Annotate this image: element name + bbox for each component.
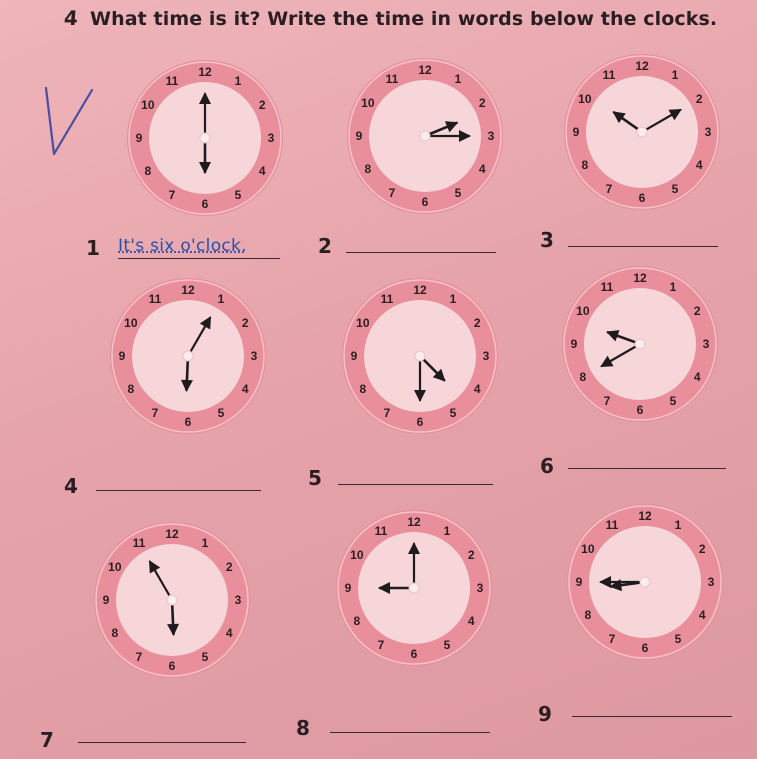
clock-face-svg (340, 276, 500, 436)
clock-number: 4 (693, 370, 701, 384)
item-5-label: 5 (308, 466, 322, 490)
clock-number: 11 (374, 523, 388, 538)
clock-number: 6 (184, 415, 192, 429)
clock-number: 12 (635, 59, 649, 73)
clock-number: 6 (636, 403, 644, 417)
clock-number: 1 (669, 279, 677, 294)
clock-number: 6 (638, 191, 646, 205)
clock-number: 2 (693, 304, 701, 318)
clock-number: 1 (454, 71, 462, 86)
exercise-number: 4 (63, 6, 79, 30)
exercise-heading (64, 6, 717, 30)
item-1-line[interactable] (118, 258, 280, 259)
clock-number: 11 (605, 517, 619, 532)
clock-number: 7 (168, 188, 176, 203)
clock-number: 5 (234, 188, 242, 203)
clock-face-svg (345, 56, 505, 216)
clock-3 (562, 52, 722, 212)
clock-number: 6 (168, 659, 176, 673)
clock-number: 1 (674, 517, 682, 532)
clock-number: 9 (575, 575, 583, 589)
clock-number: 1 (671, 67, 679, 82)
clock-number: 7 (383, 406, 391, 421)
exercise-instruction: What time is it? Write the time in words below the clocks. (90, 8, 718, 30)
clock-number: 12 (198, 65, 212, 79)
clock-number: 3 (704, 125, 712, 139)
clock-number: 7 (151, 406, 159, 421)
clock-number: 7 (605, 182, 613, 197)
clock-number: 11 (132, 535, 146, 550)
item-6-line[interactable] (568, 468, 726, 469)
item-3-line[interactable] (568, 246, 718, 247)
clock-number: 4 (241, 382, 249, 396)
clock-number: 4 (473, 382, 481, 396)
item-9-label: 9 (538, 702, 552, 726)
item-3-label: 3 (540, 228, 554, 252)
clock-number: 2 (698, 542, 706, 556)
clock-number: 6 (416, 415, 424, 429)
clock-number: 3 (702, 337, 710, 351)
clock-number: 11 (380, 291, 394, 306)
checkmark-icon (40, 82, 100, 164)
clock-number: 5 (669, 394, 677, 409)
clock-number: 10 (578, 92, 592, 106)
clock-number: 10 (124, 316, 138, 330)
clock-number: 5 (443, 638, 451, 653)
clock-9 (565, 502, 725, 662)
clock-number: 3 (476, 581, 484, 595)
item-8-line[interactable] (330, 732, 490, 733)
clock-face-svg (92, 520, 252, 680)
clock-number: 10 (576, 304, 590, 318)
clock-number: 10 (581, 542, 595, 556)
item-5-line[interactable] (338, 484, 493, 485)
clock-center-pin (415, 351, 425, 361)
clock-number: 1 (449, 291, 457, 306)
clock-number: 10 (350, 548, 364, 562)
clock-number: 10 (141, 98, 155, 112)
clock-face-svg (560, 264, 720, 424)
clock-number: 8 (581, 158, 589, 172)
clock-number: 5 (449, 406, 457, 421)
clock-number: 9 (102, 593, 110, 607)
item-6-label: 6 (540, 454, 554, 478)
clock-number: 9 (118, 349, 126, 363)
clock-number: 3 (267, 131, 275, 145)
clock-number: 2 (225, 560, 233, 574)
clock-number: 9 (355, 129, 363, 143)
clock-number: 8 (364, 162, 372, 176)
clock-number: 3 (482, 349, 490, 363)
item-1-answer: It's six o'clock. (118, 236, 247, 256)
clock-number: 1 (201, 535, 209, 550)
clock-number: 4 (225, 626, 233, 640)
clock-1 (125, 58, 285, 218)
clock-number: 10 (361, 96, 375, 110)
clock-number: 8 (584, 608, 592, 622)
clock-number: 4 (695, 158, 703, 172)
clock-number: 4 (478, 162, 486, 176)
clock-number: 7 (377, 638, 385, 653)
clock-number: 4 (258, 164, 266, 178)
clock-number: 7 (608, 632, 616, 647)
clock-number: 3 (250, 349, 258, 363)
clock-number: 2 (258, 98, 266, 112)
clock-number: 7 (388, 186, 396, 201)
clock-number: 8 (127, 382, 135, 396)
clock-number: 9 (570, 337, 578, 351)
clock-4 (108, 276, 268, 436)
clock-number: 12 (633, 271, 647, 285)
clock-number: 9 (135, 131, 143, 145)
item-2-label: 2 (318, 234, 332, 258)
clock-number: 2 (241, 316, 249, 330)
clock-number: 3 (487, 129, 495, 143)
clock-number: 8 (359, 382, 367, 396)
item-4-label: 4 (64, 474, 78, 498)
clock-number: 3 (707, 575, 715, 589)
clock-2 (345, 56, 505, 216)
clock-number: 11 (600, 279, 614, 294)
clock-5 (340, 276, 500, 436)
clock-number: 6 (410, 647, 418, 661)
clock-number: 11 (148, 291, 162, 306)
clock-number: 2 (473, 316, 481, 330)
clock-6 (560, 264, 720, 424)
clock-center-pin (200, 133, 210, 143)
clock-number: 3 (234, 593, 242, 607)
clock-number: 12 (638, 509, 652, 523)
clock-face-svg (108, 276, 268, 436)
clock-number: 5 (674, 632, 682, 647)
clock-number: 5 (671, 182, 679, 197)
clock-number: 1 (234, 73, 242, 88)
clock-number: 6 (421, 195, 429, 209)
clock-center-pin (167, 595, 177, 605)
clock-number: 10 (356, 316, 370, 330)
clock-face-svg (334, 508, 494, 668)
clock-7 (92, 520, 252, 680)
clock-face-svg (565, 502, 725, 662)
clock-number: 12 (418, 63, 432, 77)
clock-number: 5 (217, 406, 225, 421)
clock-number: 4 (467, 614, 475, 628)
clock-number: 10 (108, 560, 122, 574)
clock-number: 6 (201, 197, 209, 211)
clock-face-svg (562, 52, 722, 212)
clock-number: 8 (579, 370, 587, 384)
item-7-label: 7 (40, 728, 54, 752)
clock-center-pin (637, 127, 647, 137)
item-2-line[interactable] (346, 252, 496, 253)
clock-number: 8 (111, 626, 119, 640)
clock-number: 6 (641, 641, 649, 655)
clock-number: 1 (443, 523, 451, 538)
clock-number: 4 (698, 608, 706, 622)
clock-number: 11 (602, 67, 616, 82)
clock-number: 2 (695, 92, 703, 106)
clock-number: 2 (467, 548, 475, 562)
clock-number: 9 (344, 581, 352, 595)
clock-number: 8 (144, 164, 152, 178)
clock-number: 11 (385, 71, 399, 86)
clock-number: 9 (572, 125, 580, 139)
clock-number: 9 (350, 349, 358, 363)
item-1-label: 1 (86, 236, 100, 260)
clock-number: 11 (165, 73, 179, 88)
clock-number: 8 (353, 614, 361, 628)
item-8-label: 8 (296, 716, 310, 740)
item-9-line[interactable] (572, 716, 732, 717)
clock-number: 7 (135, 650, 143, 665)
clock-number: 12 (413, 283, 427, 297)
clock-number: 12 (407, 515, 421, 529)
clock-8 (334, 508, 494, 668)
clock-center-pin (640, 577, 650, 587)
clock-face-svg (125, 58, 285, 218)
item-4-line[interactable] (96, 490, 261, 491)
clock-center-pin (420, 131, 430, 141)
clock-number: 12 (165, 527, 179, 541)
clock-number: 12 (181, 283, 195, 297)
clock-number: 5 (454, 186, 462, 201)
clock-number: 1 (217, 291, 225, 306)
clock-number: 5 (201, 650, 209, 665)
item-7-line[interactable] (78, 742, 246, 743)
clock-number: 7 (603, 394, 611, 409)
clock-center-pin (635, 339, 645, 349)
clock-center-pin (183, 351, 193, 361)
clock-number: 2 (478, 96, 486, 110)
clock-center-pin (409, 583, 419, 593)
